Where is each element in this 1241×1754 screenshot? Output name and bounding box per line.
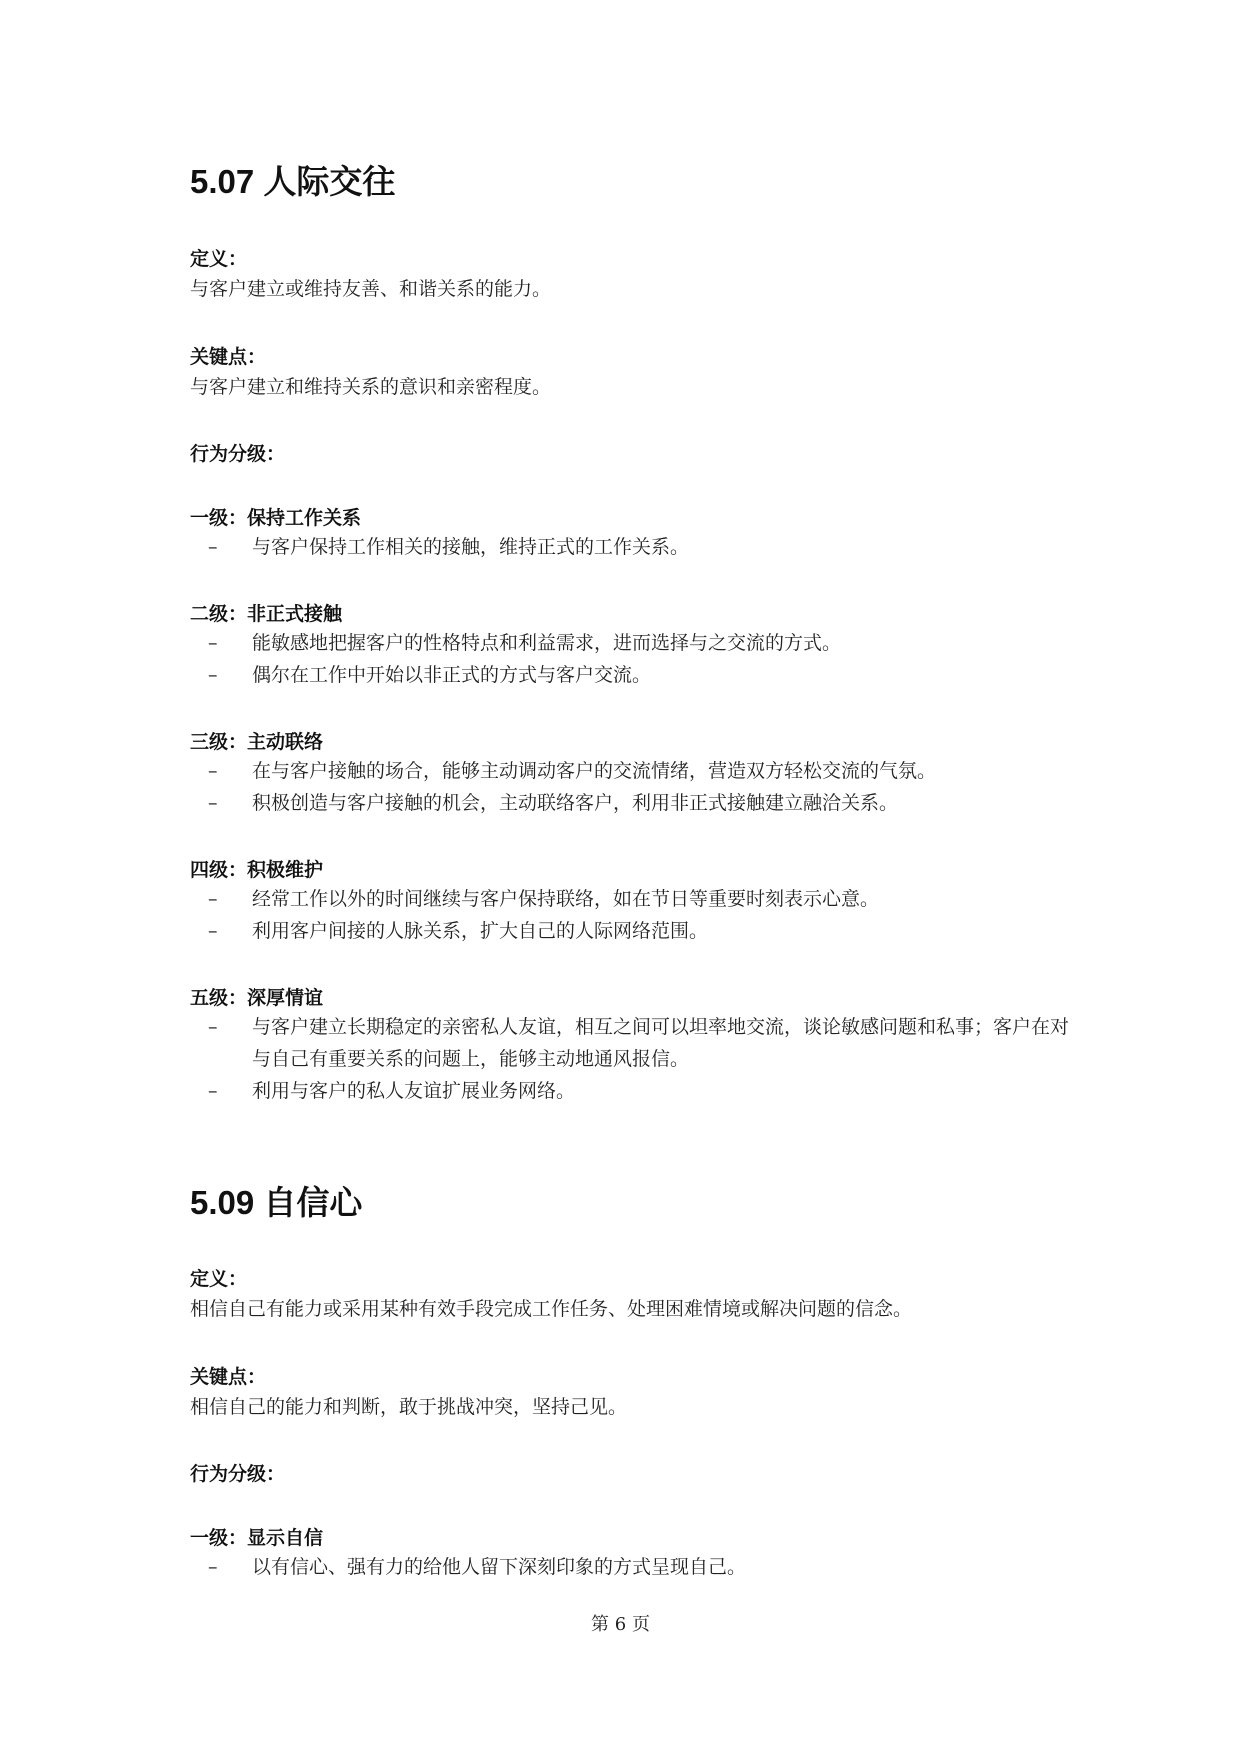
definition-label: 定义： (190, 1268, 248, 1290)
keypoint-label: 关键点： (190, 346, 267, 368)
definition-text: 相信自己有能力或采用某种有效手段完成工作任务、处理困难情境或解决问题的信念。 (190, 1298, 913, 1320)
levels-label: 行为分级： (190, 1463, 286, 1485)
definition-label: 定义： (190, 248, 248, 270)
levels-label: 行为分级： (190, 443, 286, 465)
bullet-dash: – (208, 1556, 218, 1578)
bullet-dash: – (208, 632, 218, 654)
keypoint-text: 与客户建立和维持关系的意识和亲密程度。 (190, 376, 552, 398)
keypoint-text: 相信自己的能力和判断，敢于挑战冲突，坚持己见。 (190, 1396, 628, 1418)
bullet-dash: – (208, 760, 218, 782)
level-title: 二级：非正式接触 (190, 603, 343, 625)
page-footer: 第 6 页 (591, 1614, 650, 1635)
section-title: 5.09 自信心 (190, 1184, 363, 1221)
level-title: 五级：深厚情谊 (190, 987, 324, 1009)
section-title: 5.07 人际交往 (190, 163, 396, 200)
bullet-dash: – (208, 792, 218, 814)
bullet-dash: – (208, 536, 218, 558)
bullet-dash: – (208, 664, 218, 686)
keypoint-label: 关键点： (190, 1366, 267, 1388)
level-title: 一级：保持工作关系 (190, 507, 362, 529)
bullet-dash: – (208, 888, 218, 910)
bullet-dash: – (208, 1016, 218, 1038)
level-title: 四级：积极维护 (190, 859, 324, 881)
level-title: 一级：显示自信 (190, 1527, 324, 1549)
level-title: 三级：主动联络 (190, 731, 324, 753)
bullet-dash: – (208, 1080, 218, 1102)
definition-text: 与客户建立或维持友善、和谐关系的能力。 (190, 278, 552, 300)
bullet-dash: – (208, 920, 218, 942)
